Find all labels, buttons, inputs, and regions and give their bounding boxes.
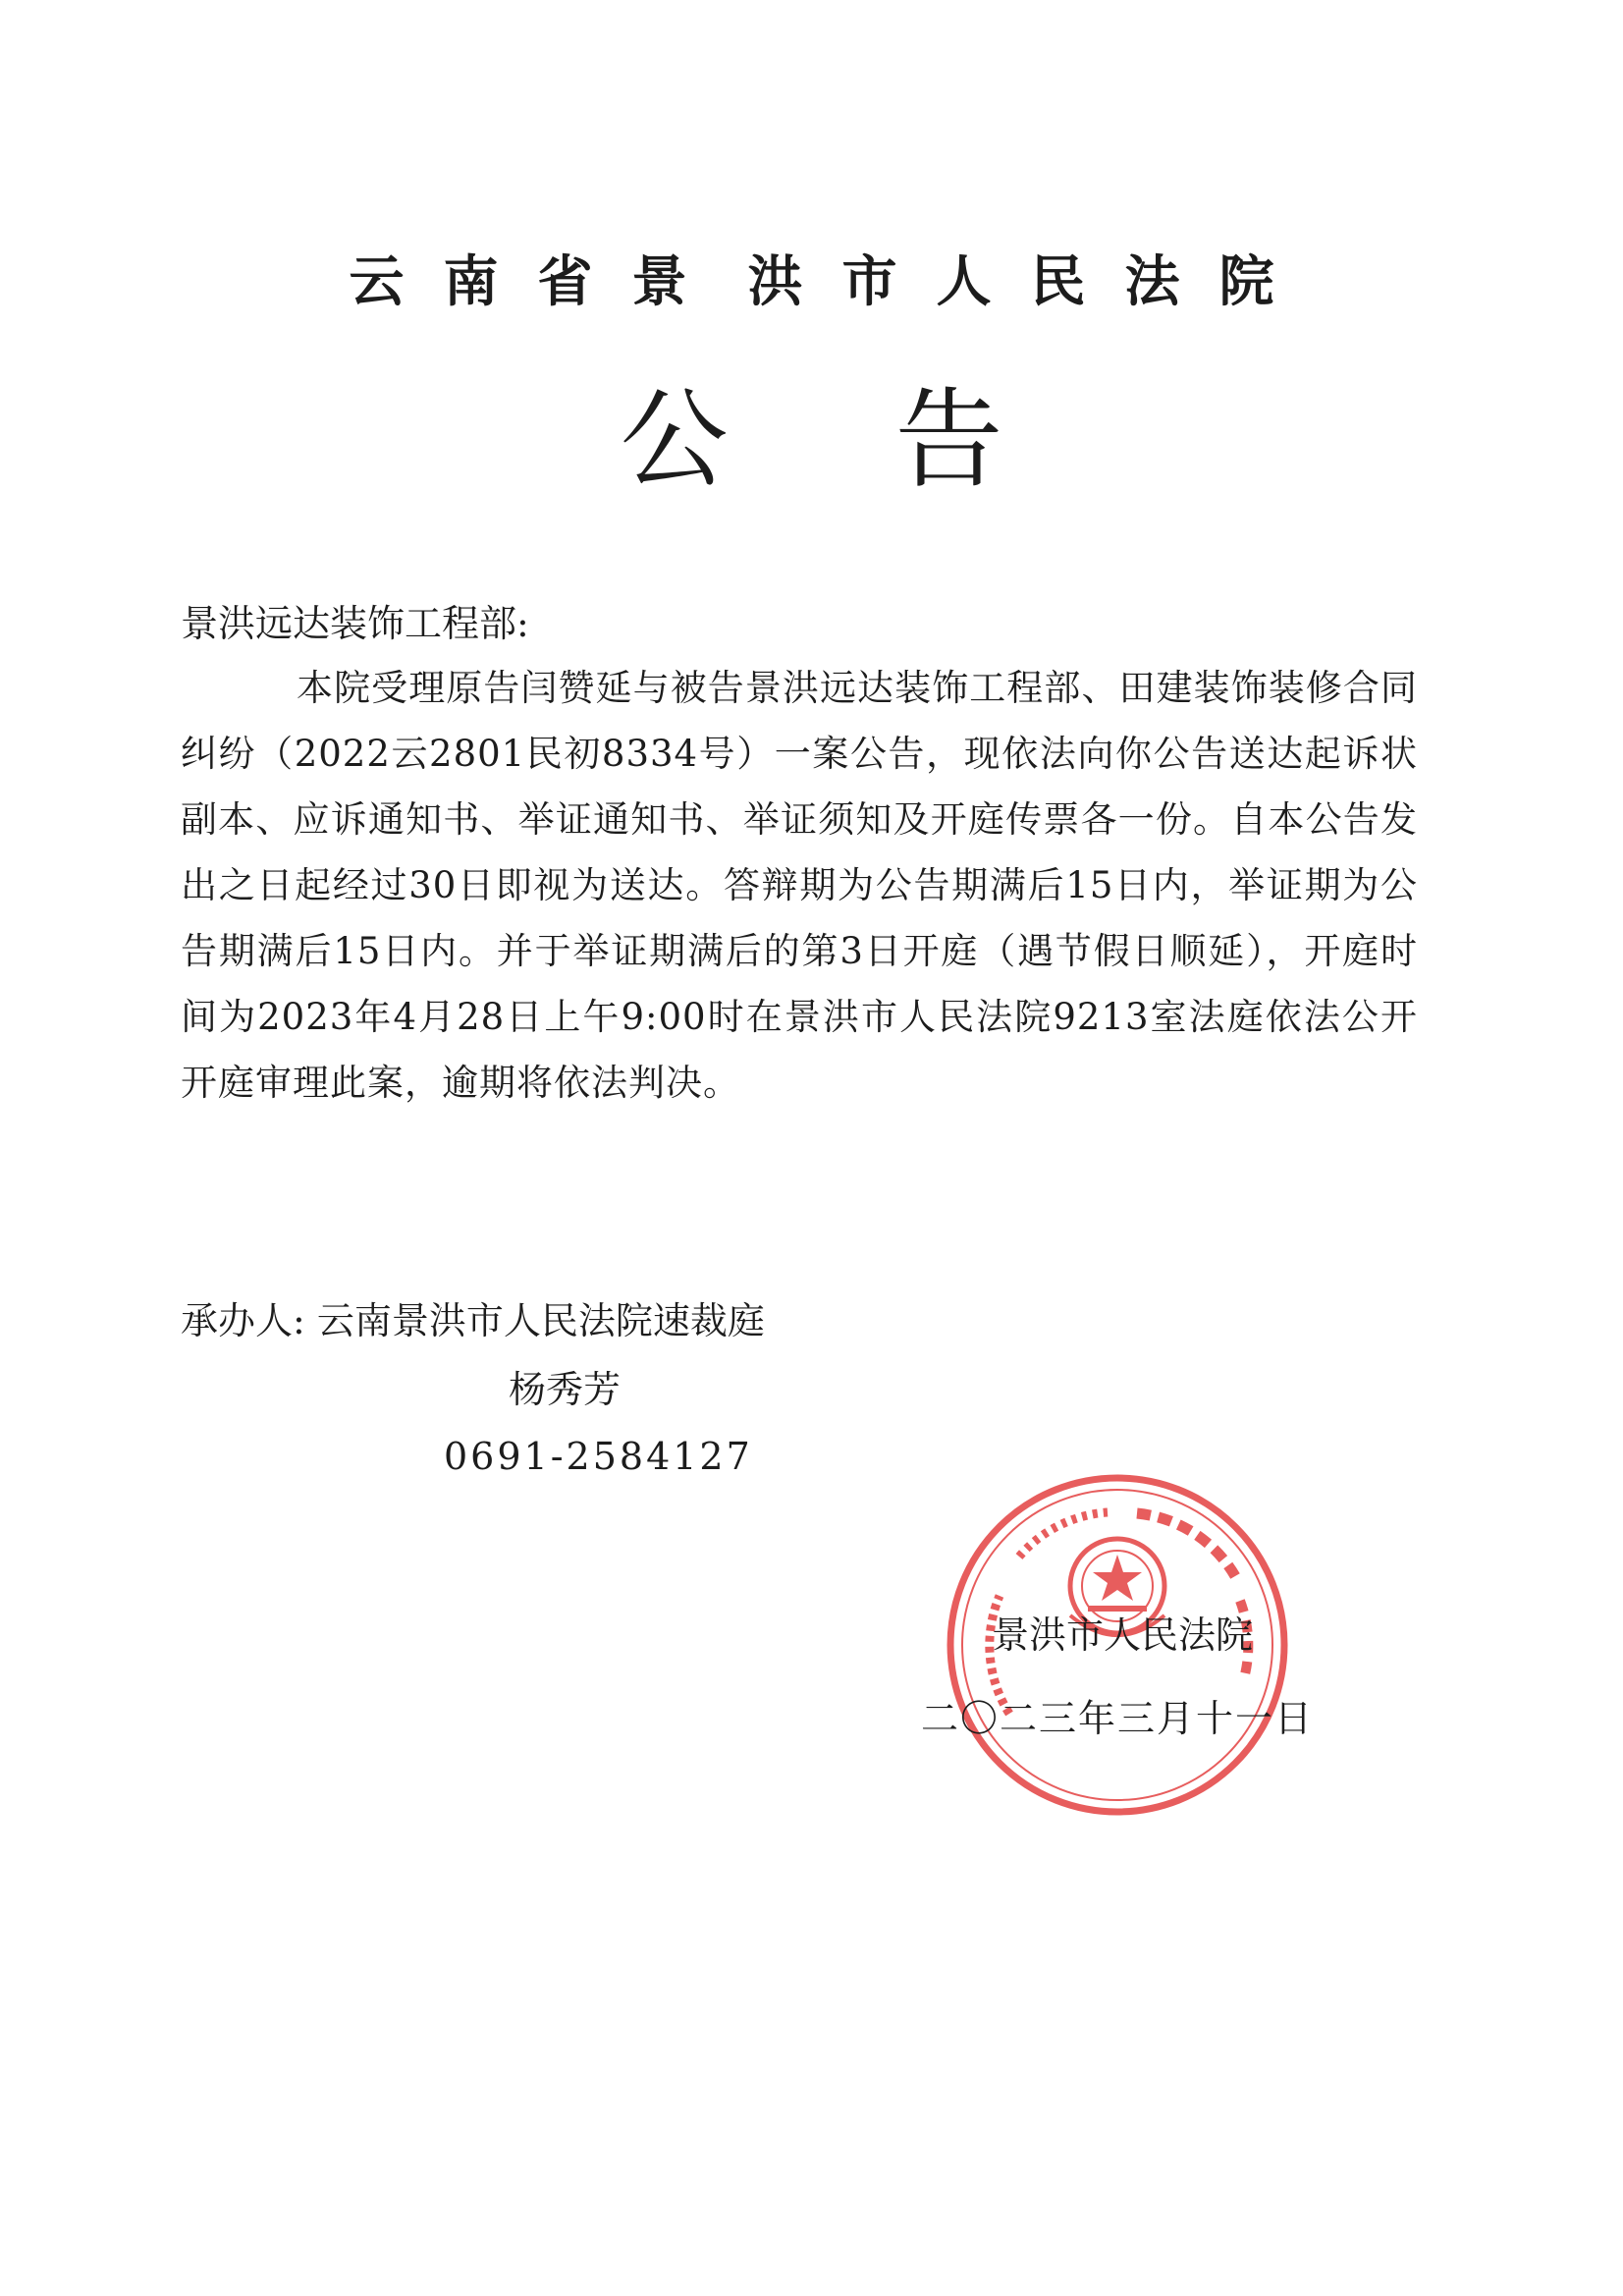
notice-title: 公告: [620, 377, 1170, 503]
court-name-char: 省: [537, 250, 593, 314]
court-name-char: 院: [1218, 250, 1274, 314]
signature-date: 二〇二三年三月十一日: [921, 1697, 1315, 1740]
handler-label-line: 承办人: 云南景洪市人民法院速裁庭: [181, 1299, 765, 1342]
court-name-char: 云: [349, 250, 405, 314]
court-name-char: 南: [443, 250, 499, 314]
court-name-char: 景: [631, 250, 687, 314]
court-name-char: 市: [841, 250, 897, 314]
court-name-char: 法: [1124, 250, 1180, 314]
handler-person: 杨秀芳: [509, 1368, 622, 1411]
notice-body-paragraph: 本院受理原告闫赞延与被告景洪远达装饰工程部、田建装饰装修合同纠纷（2022云2801民初8334号）一案公告，现依法向你公告送达起诉状副本、应诉通知书、举证通知书、举证须知及开庭传票各一份。自本公告发出之日起经过30日即视为送达。答辩期为公告期满后15日内，举证期为公告期满后15日内。并于举证期满后的第3日开庭（遇节假日顺延），开庭时间为2023年4月28日上午9:00时在景洪市人民法院9213室法庭依法公开开庭审理此案，逾期将依法判决。: [181, 667, 1418, 1104]
addressee: 景洪远达装饰工程部:: [181, 602, 529, 645]
handler-phone: 0691-2584127: [444, 1435, 753, 1478]
signature-court-name: 景洪市人民法院: [992, 1613, 1254, 1657]
court-name-char: 民: [1030, 250, 1086, 314]
court-name-heading: [0, 234, 1623, 322]
court-name-char: 人: [936, 250, 992, 314]
court-name-char: 洪: [747, 250, 803, 314]
